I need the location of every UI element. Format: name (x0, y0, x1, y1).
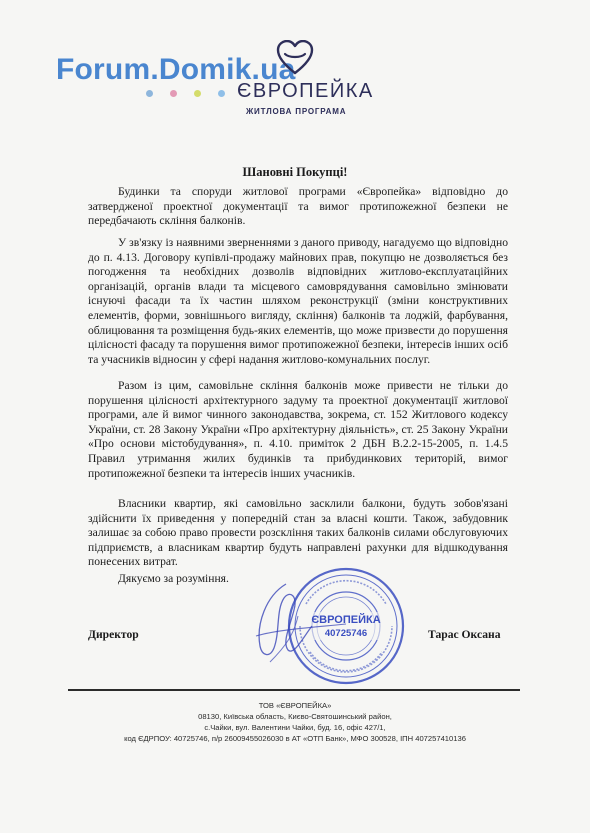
signer-name: Тарас Оксана (428, 628, 501, 641)
letter-paragraph: У зв'язку із наявними зверненнями з даного приводу, нагадуємо що відповідно до п. 4.13. Договору купівлі-продажу майнових прав, покупцю не дозволяється без погодження та необхідних дозволів відповідних житлово-експлуатаційних організацій, органів влади та місцевого самоврядування самовільно змінювати існуючі фасади та їх частин шляхом реконструкції (зміни конструктивних елементів, форми, зовнішнього вигляду, скління) балконів та лоджій, фарбування, облицювання та розміщення будь-яких елементів, що може призвести до порушення цілісності фасаду та порушення вимог протипожежної безпеки, інтересів інших осіб та учасників відносин у сфері надання житлово-комунальних послуг. (88, 236, 508, 366)
footer-divider (68, 689, 520, 691)
footer-address-line: 08130, Київська область, Києво-Святошинський район, (198, 712, 392, 721)
letter-paragraph: Дякуємо за розуміння. (118, 572, 229, 585)
dot-icon (218, 90, 225, 97)
footer-company: ТОВ «ЄВРОПЕЙКА» (258, 701, 332, 710)
position-label: Директор (88, 628, 139, 641)
stamp-code: 40725746 (324, 628, 368, 639)
footer-requisites: код ЄДРПОУ: 40725746, п/р 26009455026030 в АТ «ОТП Банк», МФО 300528, ІПН 407257410136 (124, 734, 466, 743)
brand-name: ЄВРОПЕЙКА (237, 80, 374, 102)
letter-paragraph: Власники квартир, які самовільно засклили балкони, будуть зобов'язані здійснити їх приведення у попередній стан за власні кошти. Також, забудовник залишає за собою право провести розскління таких балконів силами обслуговуючих підприємств, а власникам квартир будуть направлені рахунки для відшкодування понесених витрат. (88, 497, 508, 569)
letter-paragraph: Разом із цим, самовільне скління балконів може привести не тільки до порушення цілісності архітектурного задуму та проектної документації житлової програми, але й вимог чинного законодавства, зокрема, ст. 152 Житлового кодексу України, ст. 28 Закону України «Про архітектурну діяльність», ст. 25 Закону України «Про основи містобудування», п. 4.10. приміток 2 ДБН В.2.2-15-2005, п. 1.4.5 Правил утримання жилих будинків та прибудинкових територій, вимог протипожежної безпеки та інтересів інших учасників. (88, 379, 508, 480)
brand-subtitle: ЖИТЛОВА ПРОГРАМА (246, 107, 347, 116)
dot-icon (146, 90, 153, 97)
dot-icon (194, 90, 201, 97)
handwritten-signature (226, 576, 366, 666)
stamp-brand: ЄВРОПЕЙКА (311, 614, 381, 626)
heart-icon (276, 40, 314, 76)
footer-address-line: с.Чайки, вул. Валентини Чайки, буд. 16, офіс 427/1, (204, 723, 386, 732)
brand-dots (146, 88, 236, 100)
letter-title: Шановні Покупці! (242, 165, 348, 179)
watermark: Forum.Domik.ua (56, 53, 296, 86)
letter-paragraph: Будинки та споруди житлової програми «Європейка» відповідно до затвердженої проектної документації та вимог протипожежної безпеки не передбачають скління балконів. (88, 185, 508, 228)
dot-icon (170, 90, 177, 97)
